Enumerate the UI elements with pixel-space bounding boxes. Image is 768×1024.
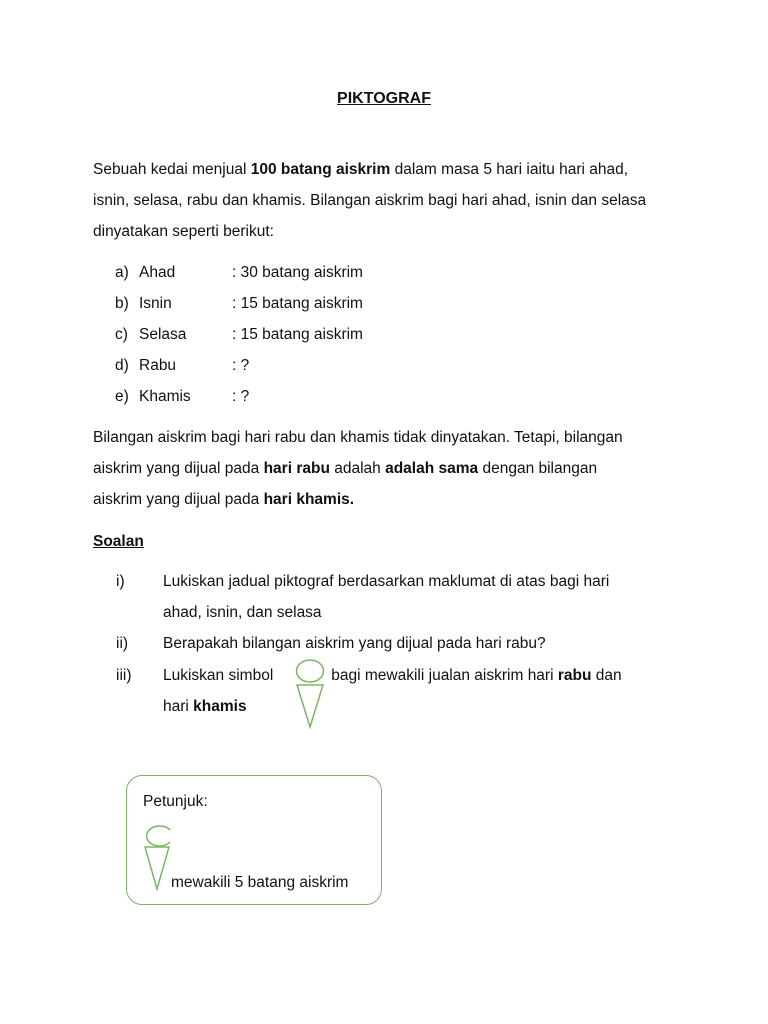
list-item: d) Rabu : ? <box>115 357 250 374</box>
question-number: ii) <box>116 635 129 652</box>
list-item: c) Selasa : 15 batang aiskrim <box>115 326 363 343</box>
ice-cream-cone-icon <box>293 657 329 729</box>
petunjuk-box <box>126 775 382 905</box>
page-title: PIKTOGRAF <box>337 90 431 107</box>
petunjuk-label: Petunjuk: <box>143 793 208 810</box>
list-item: a) Ahad : 30 batang aiskrim <box>115 264 363 281</box>
question-number: iii) <box>116 667 132 684</box>
note-line-3: aiskrim yang dijual pada hari khamis. <box>93 491 355 508</box>
note-line-2: aiskrim yang dijual pada hari rabu adalah adalah sama dengan bilangan <box>93 460 598 477</box>
question-number: i) <box>116 573 125 590</box>
day-list <box>115 257 715 412</box>
intro-line-2: isnin, selasa, rabu dan khamis. Bilangan aiskrim bagi hari ahad, isnin dan selasa <box>93 192 647 209</box>
intro-bold-total: 100 batang aiskrim <box>250 161 391 178</box>
note-line-1: Bilangan aiskrim bagi hari rabu dan khamis tidak dinyatakan. Tetapi, bilangan <box>93 429 623 446</box>
petunjuk-text: mewakili 5 batang aiskrim <box>171 874 349 891</box>
list-item: b) Isnin : 15 batang aiskrim <box>115 295 363 312</box>
note-paragraph <box>93 422 693 515</box>
ice-cream-cone-icon <box>141 821 175 891</box>
soalan-heading: Soalan <box>93 533 144 550</box>
intro-line-1: Sebuah kedai menjual 100 batang aiskrim dalam masa 5 hari iaitu hari ahad, <box>93 161 629 178</box>
list-item: e) Khamis : ? <box>115 388 250 405</box>
intro-line-3: dinyatakan seperti berikut: <box>93 223 274 240</box>
intro-paragraph <box>93 154 693 247</box>
